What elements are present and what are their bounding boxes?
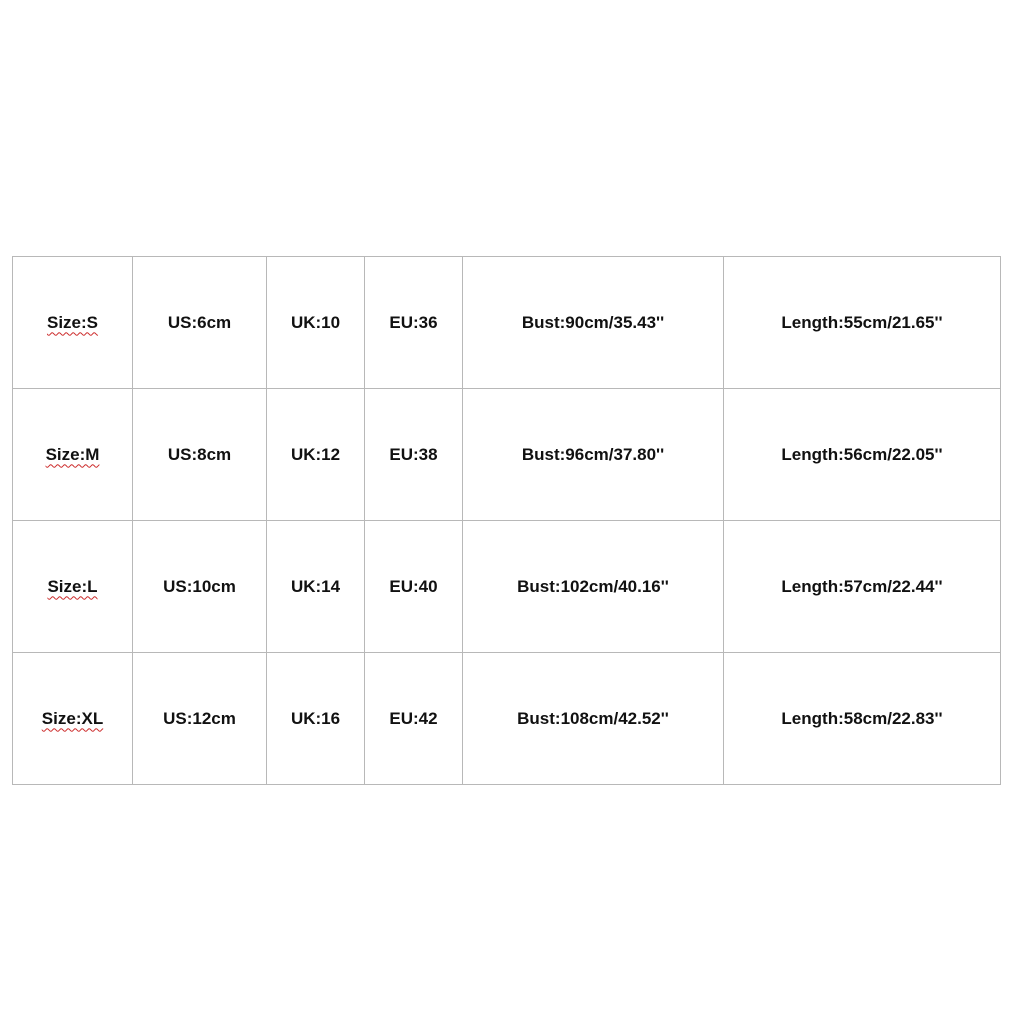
size-label: Size:M — [45, 444, 100, 464]
table-row — [13, 653, 1001, 785]
length-cell: Length:56cm/22.05'' — [724, 389, 1001, 521]
length-cell: Length:57cm/22.44'' — [724, 521, 1001, 653]
us-size-cell: US:6cm — [133, 257, 267, 389]
uk-size-cell: UK:16 — [267, 653, 365, 785]
size-cell — [13, 653, 133, 785]
table-row — [13, 257, 1001, 389]
bust-cell: Bust:96cm/37.80'' — [463, 389, 724, 521]
us-size-cell: US:8cm — [133, 389, 267, 521]
uk-size-cell: UK:12 — [267, 389, 365, 521]
length-cell: Length:55cm/21.65'' — [724, 257, 1001, 389]
size-cell — [13, 521, 133, 653]
bust-cell: Bust:108cm/42.52'' — [463, 653, 724, 785]
size-cell — [13, 389, 133, 521]
eu-size-cell: EU:38 — [365, 389, 463, 521]
table-row — [13, 521, 1001, 653]
eu-size-cell: EU:42 — [365, 653, 463, 785]
bust-cell: Bust:102cm/40.16'' — [463, 521, 724, 653]
us-size-cell: US:12cm — [133, 653, 267, 785]
size-chart-table — [12, 256, 1001, 785]
eu-size-cell: EU:40 — [365, 521, 463, 653]
uk-size-cell: UK:14 — [267, 521, 365, 653]
length-cell: Length:58cm/22.83'' — [724, 653, 1001, 785]
size-label: Size:XL — [41, 708, 104, 728]
table-row — [13, 389, 1001, 521]
eu-size-cell: EU:36 — [365, 257, 463, 389]
size-label: Size:L — [47, 576, 98, 596]
bust-cell: Bust:90cm/35.43'' — [463, 257, 724, 389]
size-label: Size:S — [46, 312, 99, 332]
us-size-cell: US:10cm — [133, 521, 267, 653]
size-cell — [13, 257, 133, 389]
uk-size-cell: UK:10 — [267, 257, 365, 389]
